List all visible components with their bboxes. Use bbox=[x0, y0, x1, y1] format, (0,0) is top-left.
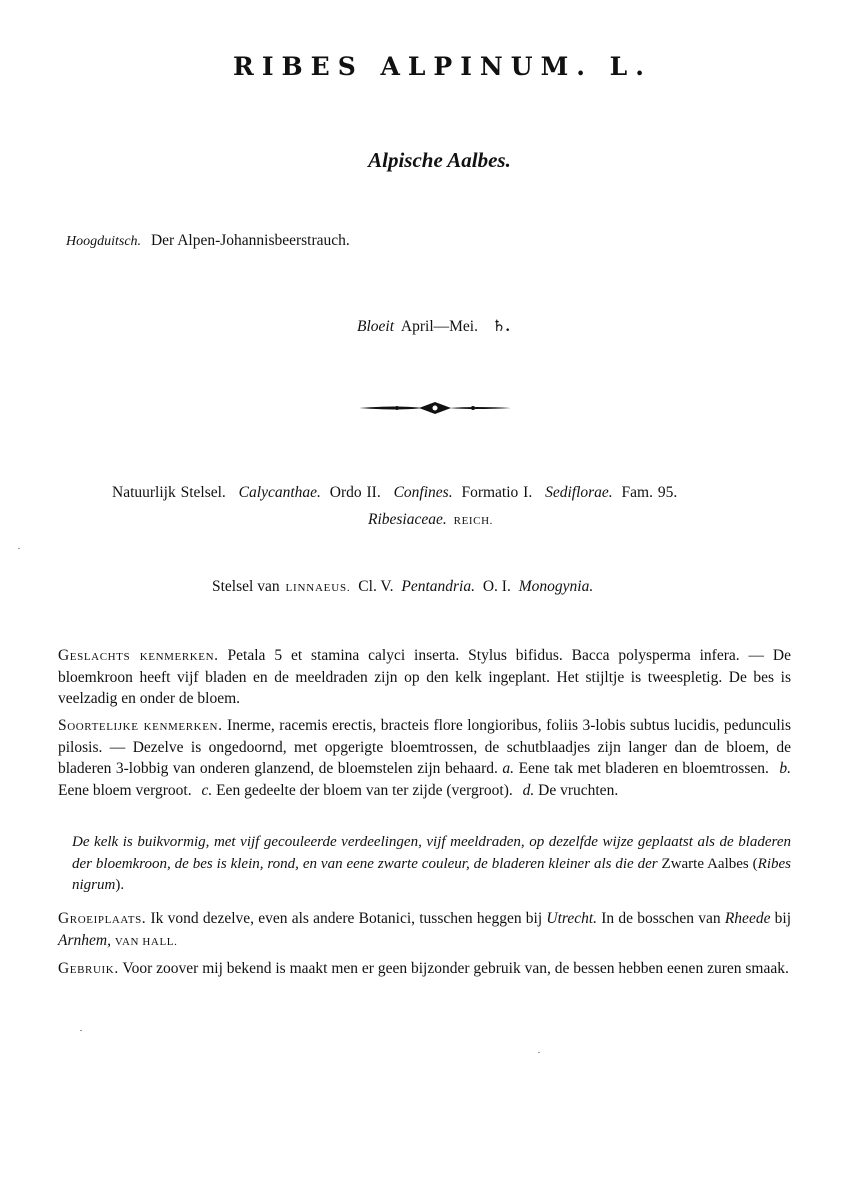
section-head: Gebruik. bbox=[58, 960, 119, 977]
formatio: Formatio I. bbox=[461, 484, 533, 501]
shrub-symbol: ♄. bbox=[491, 318, 510, 335]
family-line bbox=[368, 511, 493, 529]
family-name: Ribesiaceae. bbox=[368, 511, 447, 528]
place-utrecht: Utrecht. bbox=[546, 910, 598, 927]
figure-label: a. bbox=[502, 760, 515, 777]
bloom-line bbox=[357, 316, 510, 336]
bloom-label: Bloeit bbox=[357, 318, 395, 335]
family-author: REICH. bbox=[453, 515, 493, 527]
natural-system-line bbox=[112, 484, 677, 502]
page-title: RIBES ALPINUM. L. bbox=[233, 52, 652, 81]
place-arnhem: Arnhem, bbox=[58, 931, 111, 949]
figure-caption: Een gedeelte der bloem van ter zijde (vergroot). bbox=[216, 781, 513, 799]
natural-system-label: Natuurlijk Stelsel. bbox=[112, 484, 226, 501]
use bbox=[58, 958, 791, 980]
note-text: De kelk is buikvormig, met vijf gecouleerde verdeelingen, vijf meeldraden, op dezelfde wijze geplaatst als de bladeren der bloemkroon, de bes is klein, rond, en van eene zwarte couleur, de bladeren kleiner als die der bbox=[72, 834, 791, 872]
scan-speck bbox=[80, 1030, 82, 1031]
scan-speck bbox=[18, 548, 20, 549]
section-text: bij bbox=[774, 910, 792, 927]
figure-label: d. bbox=[522, 781, 535, 799]
species-characters bbox=[58, 715, 791, 801]
habitat-author: VAN HALL. bbox=[114, 935, 178, 948]
linnaeus-class: Cl. V. bbox=[358, 578, 394, 595]
handwritten-note bbox=[72, 832, 791, 897]
linnaeus-line bbox=[212, 578, 593, 596]
linnaeus-prefix: Stelsel van bbox=[212, 578, 280, 595]
section-text: Petala 5 et stamina calyci inserta. Stylus bifidus. Bacca polysperma infera. — De bloemkroon heeft vijf bladen en de meeldraden zijn op den kelk ingeplant. Het stijltje is tweespletig. De bes is veelzadig en onder de bloem. bbox=[58, 647, 791, 707]
class-name: Calycanthae. bbox=[238, 484, 321, 501]
section-text: Voor zoover mij bekend is maakt men er geen bijzonder gebruik van, de bessen hebben eenen zuren smaak. bbox=[122, 960, 789, 977]
dutch-name: Alpische Aalbes. bbox=[368, 148, 511, 172]
place-rheede: Rheede bbox=[724, 910, 771, 927]
genus-characters bbox=[58, 645, 791, 710]
section-text: Inerme, racemis erectis, bracteis flore longioribus, foliis 3-lobis subtus lucidis, pedunculis pilosis. — Dezelve is ongedoornd, met opgerigte bloemtrossen, de schutblaadjes zijn langer dan de bloem, de bladeren 3-lobbig van onderen glanzend, de bloemstelen zijn behaard. bbox=[58, 717, 791, 777]
section-head: Groeiplaats. bbox=[58, 910, 147, 927]
figure-caption: Eene tak met bladeren en bloemtrossen. bbox=[518, 760, 769, 777]
german-label: Hoogduitsch. bbox=[66, 234, 142, 249]
ordo: Ordo II. bbox=[329, 484, 381, 501]
german-name: Der Alpen-Johannisbeerstrauch. bbox=[150, 232, 350, 249]
section-text: Ik vond dezelve, even als andere Botanici, tusschen heggen bij bbox=[150, 910, 543, 927]
linnaeus-order-name: Monogynia. bbox=[518, 578, 594, 595]
figure-caption: De vruchten. bbox=[538, 781, 619, 799]
figure-label: b. bbox=[779, 760, 792, 777]
linnaeus-order: O. I. bbox=[482, 578, 511, 595]
note-zwarte: Zwarte Aalbes bbox=[661, 855, 749, 872]
scan-speck bbox=[538, 1052, 540, 1053]
decorative-rule-icon bbox=[357, 400, 513, 416]
note-species: Ribes nigrum bbox=[72, 855, 791, 893]
note-paren-close: ). bbox=[115, 877, 125, 893]
note-paren-open: ( bbox=[752, 855, 758, 872]
habitat bbox=[58, 908, 791, 953]
figure-label: c. bbox=[201, 781, 213, 799]
section-head: Geslachts kenmerken. bbox=[58, 647, 219, 664]
sediflorae: Sediflorae. bbox=[545, 484, 613, 501]
bloom-period: April—Mei. bbox=[400, 318, 478, 335]
german-name-line bbox=[66, 232, 350, 250]
family-number: Fam. 95. bbox=[621, 484, 678, 501]
confines: Confines. bbox=[393, 484, 453, 501]
section-head: Soortelijke kenmerken. bbox=[58, 717, 223, 734]
linnaeus-name: LINNAEUS. bbox=[285, 582, 351, 594]
linnaeus-class-name: Pentandria. bbox=[401, 578, 475, 595]
section-text: In de bosschen van bbox=[601, 910, 721, 927]
figure-caption: Eene bloem vergroot. bbox=[58, 781, 192, 799]
